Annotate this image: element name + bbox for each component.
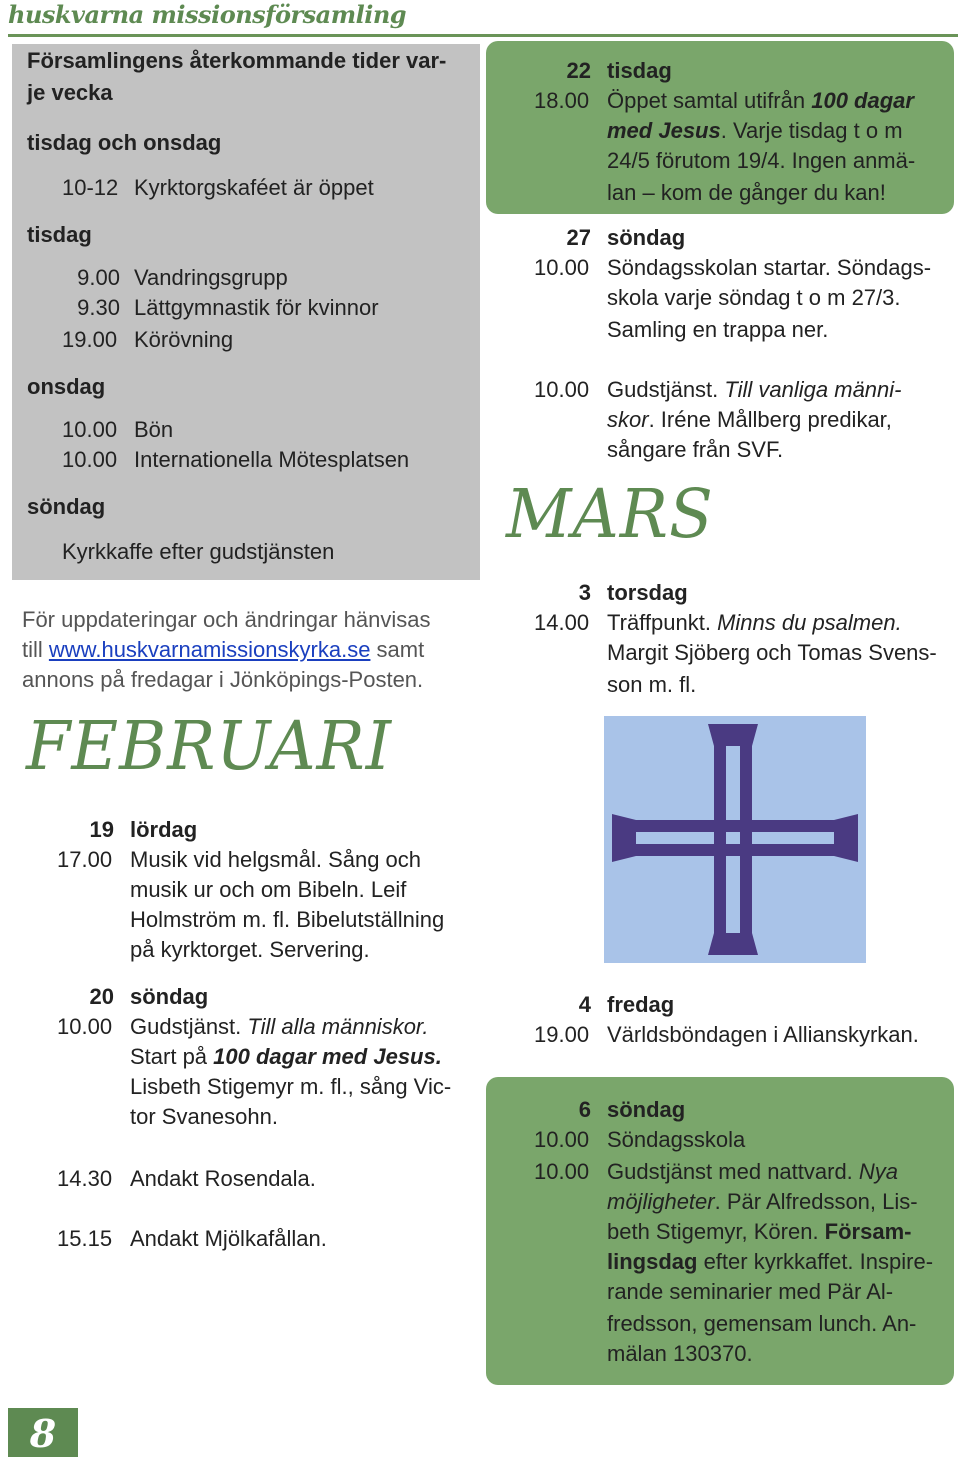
event-text: Holmström m. fl. Bibelutställning <box>130 907 445 932</box>
event-time: 18.00 <box>534 88 590 113</box>
event-text <box>607 375 902 405</box>
notice-text: För uppdateringar och ändringar hänvisas <box>22 607 431 632</box>
event-time: 17.00 <box>57 847 113 872</box>
event-day: 4 <box>578 992 591 1017</box>
event-text <box>607 116 903 146</box>
day-label-wed: onsdag <box>27 374 106 399</box>
event-weekday: söndag <box>130 984 209 1009</box>
event-day: 22 <box>566 58 591 83</box>
day-label-tue: tisdag <box>27 222 92 247</box>
event-day: 19 <box>89 817 114 842</box>
time: 10-12 <box>62 175 119 200</box>
cross-emblem <box>604 716 866 963</box>
event-text-part: Öppet samtal utifrån <box>607 88 812 113</box>
event-day: 20 <box>89 984 114 1009</box>
event-text-part: Gudstjänst med nattvard. <box>607 1159 859 1184</box>
day-label-tue-wed: tisdag och onsdag <box>27 130 222 155</box>
cross-icon <box>604 716 866 963</box>
notice-prefix: till <box>22 637 49 662</box>
event-text: lan – kom de gånger du kan! <box>607 180 886 205</box>
event-text: tor Svanesohn. <box>130 1104 278 1129</box>
time: 9.30 <box>77 295 120 320</box>
event-time: 14.00 <box>534 610 590 635</box>
event-text-bold-italic: 100 dagar med Jesus. <box>213 1044 442 1069</box>
event-text-part: . Pär Alfredsson, Lis- <box>714 1189 918 1214</box>
event-text <box>607 86 914 116</box>
event-text <box>607 1217 911 1247</box>
event-day: 3 <box>578 580 591 605</box>
event-weekday: tisdag <box>607 58 672 83</box>
event-text-italic: Nya <box>858 1159 899 1184</box>
recurring-heading: Församlingens återkommande tider var- <box>27 48 447 73</box>
event-time: 14.30 <box>57 1166 113 1191</box>
event-text: 24/5 förutom 19/4. Ingen anmä- <box>607 148 916 173</box>
event-text-bold: lingsdag <box>607 1249 698 1274</box>
event-text-part: Gudstjänst. <box>130 1014 248 1039</box>
event-text: Söndagsskola <box>607 1127 746 1152</box>
time: 9.00 <box>77 265 120 290</box>
event-day: 6 <box>578 1097 591 1122</box>
activity: Kyrktorgskaféet är öppet <box>134 175 374 200</box>
event-weekday: söndag <box>607 1097 686 1122</box>
event-time: 10.00 <box>534 377 590 402</box>
time: 10.00 <box>62 447 118 472</box>
time: 19.00 <box>62 327 118 352</box>
event-time: 10.00 <box>534 1159 590 1184</box>
activity: Vandringsgrupp <box>134 265 288 290</box>
event-time: 10.00 <box>534 1127 590 1152</box>
event-text-italic: möjligheter <box>607 1189 715 1214</box>
notice-text-line3: annons på fredagar i Jönköpings-Posten. <box>22 667 424 692</box>
event-text: musik ur och om Bibeln. Leif <box>130 877 407 902</box>
event-day: 27 <box>566 225 591 250</box>
event-text: sångare från SVF. <box>607 437 784 462</box>
event-text: Söndagsskolan startar. Söndags- <box>607 255 932 280</box>
event-text: Margit Sjöberg och Tomas Svens- <box>607 640 937 665</box>
event-weekday: söndag <box>607 225 686 250</box>
event-text <box>607 1157 898 1187</box>
event-text-part: . Iréne Mållberg predikar, <box>648 407 892 432</box>
event-text-part: efter kyrkkaffet. Inspire- <box>697 1249 934 1274</box>
event-text-italic: Till alla människor. <box>247 1014 429 1039</box>
event-text-bold: Försam- <box>824 1219 912 1244</box>
event-text-part: Start på <box>130 1044 214 1069</box>
event-text: Musik vid helgsmål. Sång och <box>130 847 422 872</box>
event-text <box>130 1042 442 1072</box>
event-text-part: Träffpunkt. <box>607 610 718 635</box>
activity: Körövning <box>134 327 234 352</box>
event-text-italic: Minns du psalmen. <box>717 610 902 635</box>
activity: Internationella Mötesplatsen <box>134 447 410 472</box>
event-text: Samling en trappa ner. <box>607 317 829 342</box>
event-text-italic: skor <box>607 407 649 432</box>
event-time: 10.00 <box>57 1014 113 1039</box>
event-text <box>607 405 892 435</box>
day-label-sun: söndag <box>27 494 106 519</box>
header-title: huskvarna missionsförsamling <box>8 0 407 29</box>
event-text: på kyrktorget. Servering. <box>130 937 370 962</box>
event-weekday: torsdag <box>607 580 688 605</box>
event-time: 15.15 <box>57 1226 113 1251</box>
time: 10.00 <box>62 417 118 442</box>
notice-suffix: samt <box>370 637 425 662</box>
event-text: mälan 130370. <box>607 1341 753 1366</box>
event-text <box>130 1012 429 1042</box>
event-text-part: beth Stigemyr, Kören. <box>607 1219 825 1244</box>
activity: Kyrkkaffe efter gudstjänsten <box>62 539 335 564</box>
month-title-mars: MARS <box>506 476 714 554</box>
event-text: Lisbeth Stigemyr m. fl., sång Vic- <box>130 1074 452 1099</box>
event-text: skola varje söndag t o m 27/3. <box>607 285 901 310</box>
recurring-heading-cont: je vecka <box>27 80 113 105</box>
activity: Bön <box>134 417 174 442</box>
activity: Lättgymnastik för kvinnor <box>134 295 379 320</box>
event-text-bold-italic: med Jesus <box>607 118 721 143</box>
event-text: Andakt Mjölkafållan. <box>130 1226 327 1251</box>
event-text <box>607 1187 918 1217</box>
event-text <box>607 1247 933 1277</box>
event-text: fredsson, gemensam lunch. An- <box>607 1311 917 1336</box>
header-rule <box>8 34 958 37</box>
website-link[interactable]: www.huskvarnamissionskyrka.se <box>48 637 371 662</box>
event-weekday: fredag <box>607 992 675 1017</box>
event-text-bold-italic: 100 dagar <box>811 88 914 113</box>
event-text-part: . Varje tisdag t o m <box>720 118 903 143</box>
page-number: 8 <box>8 1408 78 1457</box>
event-time: 10.00 <box>534 255 590 280</box>
event-text: Andakt Rosendala. <box>130 1166 316 1191</box>
event-weekday: lördag <box>130 817 198 842</box>
event-text <box>607 608 902 638</box>
event-text: Världsböndagen i Allianskyrkan. <box>607 1022 919 1047</box>
event-text: rande seminarier med Pär Al- <box>607 1279 894 1304</box>
notice-text-line2 <box>22 635 424 665</box>
event-text-part: Gudstjänst. <box>607 377 725 402</box>
event-text-italic: Till vanliga männi- <box>724 377 902 402</box>
month-title-februari: FEBRUARI <box>26 708 392 786</box>
event-text: son m. fl. <box>607 672 697 697</box>
event-time: 19.00 <box>534 1022 590 1047</box>
